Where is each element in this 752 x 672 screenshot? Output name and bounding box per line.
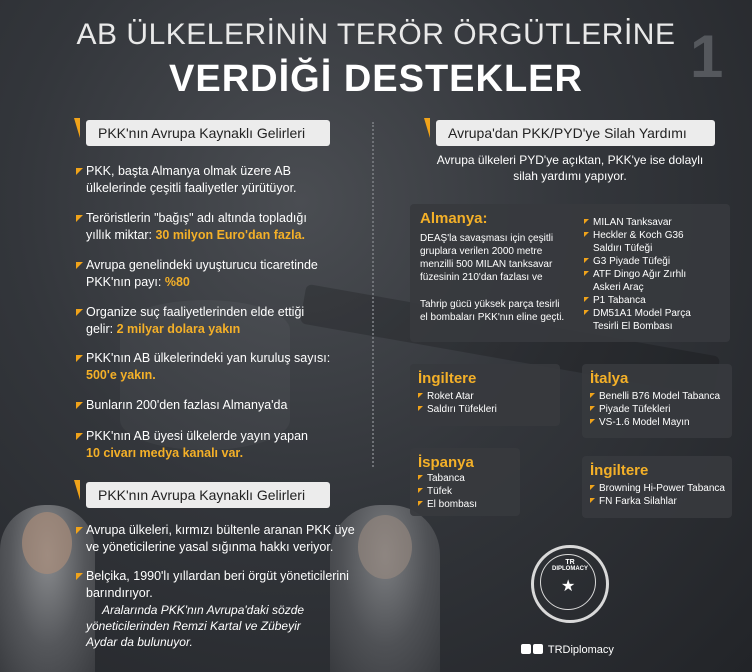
weapon-item bbox=[590, 416, 720, 429]
uk-title-2: İngiltere bbox=[590, 462, 649, 479]
bullet-icon bbox=[76, 402, 83, 409]
facebook-icon bbox=[533, 644, 543, 654]
item-highlight: %80 bbox=[164, 275, 190, 289]
list-item bbox=[86, 568, 376, 602]
weapon-item bbox=[584, 307, 724, 320]
bullet-icon bbox=[584, 271, 589, 276]
tr-diplomacy-logo bbox=[531, 545, 609, 623]
weapon-item bbox=[418, 472, 477, 485]
item-highlight: 500'e yakın. bbox=[86, 368, 156, 382]
bullet-icon bbox=[584, 310, 589, 315]
list-item bbox=[86, 350, 371, 384]
list-item bbox=[86, 397, 371, 414]
weapon-label: FN Farka Silahlar bbox=[599, 496, 677, 507]
weapon-item bbox=[590, 390, 720, 403]
item-highlight: 30 milyon Euro'dan fazla. bbox=[155, 228, 305, 242]
list-item bbox=[86, 210, 371, 244]
list-item bbox=[86, 428, 371, 462]
item-text-line2: PKK'nın payı: bbox=[86, 275, 165, 289]
list-item bbox=[86, 257, 371, 291]
germany-text-line: el bombaları PKK'nın eline geçti. bbox=[420, 312, 565, 323]
italic-note bbox=[86, 602, 376, 650]
weapon-label: Saldırı Tüfeği bbox=[593, 243, 653, 254]
item-highlight: 10 civarı medya kanalı var. bbox=[86, 446, 244, 460]
germany-text bbox=[420, 232, 580, 324]
germany-text-line: füzesinin 210'dan fazlası ve bbox=[420, 272, 543, 283]
item-text-line1: PKK, başta Almanya olmak üzere AB bbox=[86, 164, 291, 178]
bullet-icon bbox=[584, 219, 589, 224]
photo-person-left-face bbox=[22, 512, 72, 574]
weapon-item bbox=[584, 320, 724, 333]
weapon-label: Benelli B76 Model Tabanca bbox=[599, 391, 721, 402]
bullet-icon bbox=[590, 406, 595, 411]
section-marker-icon bbox=[74, 480, 80, 500]
bullet-icon bbox=[590, 393, 595, 398]
uk-list-2 bbox=[590, 482, 725, 508]
item-text-line2: yıllık miktar: bbox=[86, 228, 156, 242]
bullet-icon bbox=[590, 485, 595, 490]
bullet-icon bbox=[76, 355, 83, 362]
item-text-line2: gelir: bbox=[86, 322, 117, 336]
weapon-item bbox=[590, 495, 725, 508]
item-text-line1: Teröristlerin "bağış" adı altında topladığı bbox=[86, 211, 307, 225]
bullet-icon bbox=[590, 498, 595, 503]
bullet-icon bbox=[418, 406, 423, 411]
section-marker-icon bbox=[74, 118, 80, 138]
weapons-subtitle bbox=[400, 152, 740, 184]
weapon-label: Heckler & Koch G36 bbox=[593, 230, 684, 241]
list-item bbox=[86, 522, 376, 556]
italy-title: İtalya bbox=[590, 370, 629, 387]
bullet-icon bbox=[584, 297, 589, 302]
germany-text-line: menzilli 500 MILAN tanksavar bbox=[420, 259, 553, 270]
weapon-label: Saldırı Tüfekleri bbox=[427, 404, 497, 415]
uk-title-1: İngiltere bbox=[418, 370, 477, 387]
list-item bbox=[86, 163, 371, 197]
weapon-item bbox=[418, 390, 497, 403]
bullet-icon bbox=[76, 573, 83, 580]
weapon-item bbox=[590, 403, 720, 416]
bullet-icon bbox=[76, 527, 83, 534]
subtitle-line1: Avrupa ülkeleri PYD'ye açıktan, PKK'ye ise dolaylı bbox=[436, 153, 704, 167]
bullet-icon bbox=[76, 168, 83, 175]
weapon-label: Roket Atar bbox=[427, 391, 474, 402]
twitter-icon bbox=[521, 644, 531, 654]
item-text-line1: Organize suç faaliyetlerinden elde ettiği bbox=[86, 305, 305, 319]
weapon-label: ATF Dingo Ağır Zırhlı bbox=[593, 269, 687, 280]
weapon-label: MILAN Tanksavar bbox=[593, 217, 672, 228]
weapon-item bbox=[584, 229, 724, 242]
weapon-label: Askeri Araç bbox=[593, 282, 644, 293]
weapon-item bbox=[584, 281, 724, 294]
weapon-label: G3 Piyade Tüfeği bbox=[593, 256, 671, 267]
weapon-item bbox=[584, 255, 724, 268]
item-text-line1: Belçika, 1990'lı yıllardan beri örgüt yöneticilerini bbox=[86, 569, 349, 583]
item-text-line1: Bunların 200'den fazlası Almanya'da bbox=[86, 398, 288, 412]
note-line3: Aydar da bulunuyor. bbox=[86, 635, 193, 649]
logo-text-ring: DIPLOMACY bbox=[552, 566, 588, 572]
weapon-item bbox=[418, 498, 477, 511]
weapon-label: Tabanca bbox=[427, 473, 465, 484]
bullet-icon bbox=[76, 433, 83, 440]
bullet-icon bbox=[584, 258, 589, 263]
logo-text bbox=[534, 559, 606, 572]
bullet-icon bbox=[76, 262, 83, 269]
weapon-item bbox=[590, 482, 725, 495]
item-text-line1: PKK'nın AB üyesi ülkelerde yayın yapan bbox=[86, 429, 308, 443]
weapon-item bbox=[584, 294, 724, 307]
section-title-revenues: PKK'nın Avrupa Kaynaklı Gelirleri bbox=[86, 120, 330, 146]
item-text-line1: PKK'nın AB ülkelerindeki yan kuruluş sayısı: bbox=[86, 351, 331, 365]
item-text-line2: ülkelerinde çeşitli faaliyetler yürütüyor. bbox=[86, 181, 297, 195]
germany-title: Almanya: bbox=[420, 210, 488, 227]
germany-text-line: Tahrip gücü yüksek parça tesirli bbox=[420, 299, 560, 310]
column-divider bbox=[372, 122, 374, 467]
subtitle-line2: silah yardımı yapıyor. bbox=[513, 169, 627, 183]
section-title-weapons: Avrupa'dan PKK/PYD'ye Silah Yardımı bbox=[436, 120, 715, 146]
section-marker-icon bbox=[424, 118, 430, 138]
weapon-item bbox=[584, 216, 724, 229]
item-text-line2: barındırıyor. bbox=[86, 586, 153, 600]
page-number: 1 bbox=[690, 23, 724, 90]
weapon-label: VS-1.6 Model Mayın bbox=[599, 417, 690, 428]
section-title-revenues-2: PKK'nın Avrupa Kaynaklı Gelirleri bbox=[86, 482, 330, 508]
germany-weapons-list bbox=[584, 216, 724, 333]
spain-list bbox=[418, 472, 477, 511]
title-line-1: AB ÜLKELERİNİN TERÖR ÖRGÜTLERİNE bbox=[76, 18, 676, 51]
weapon-label: Piyade Tüfekleri bbox=[599, 404, 671, 415]
logo-text-top: TR bbox=[565, 559, 575, 566]
bullet-icon bbox=[584, 232, 589, 237]
list-item bbox=[86, 304, 371, 338]
item-highlight: 2 milyar dolara yakın bbox=[116, 322, 241, 336]
uk-list-1 bbox=[418, 390, 497, 416]
weapon-label: El bombası bbox=[427, 499, 478, 510]
weapon-item bbox=[584, 242, 724, 255]
weapon-item bbox=[418, 403, 497, 416]
weapon-item bbox=[418, 485, 477, 498]
spain-title: İspanya bbox=[418, 454, 474, 471]
title-line-2: VERDİĞİ DESTEKLER bbox=[169, 58, 583, 100]
weapon-label: P1 Tabanca bbox=[593, 295, 646, 306]
bullet-icon bbox=[418, 475, 423, 480]
note-line2: yöneticilerinden Remzi Kartal ve Zübeyir bbox=[86, 619, 301, 633]
item-text-line1: Avrupa genelindeki uyuşturucu ticaretinde bbox=[86, 258, 318, 272]
bullet-icon bbox=[76, 215, 83, 222]
weapon-label: DM51A1 Model Parça bbox=[593, 308, 691, 319]
bullet-icon bbox=[418, 393, 423, 398]
bullet-icon bbox=[76, 309, 83, 316]
weapon-label: Browning Hi-Power Tabanca bbox=[599, 483, 725, 494]
weapon-label: Tesirli El Bombası bbox=[593, 321, 673, 332]
italy-list bbox=[590, 390, 720, 429]
bullet-icon bbox=[418, 488, 423, 493]
star-icon: ★ bbox=[561, 578, 576, 595]
germany-text-line: DEAŞ'la savaşması için çeşitli bbox=[420, 233, 554, 244]
item-text-line2: ve yöneticilerine yasal sığınma hakkı veriyor. bbox=[86, 540, 334, 554]
social-handle bbox=[521, 644, 614, 656]
item-text-line1: Avrupa ülkeleri, kırmızı bültenle aranan PKK üye bbox=[86, 523, 355, 537]
note-line1: Aralarında PKK'nın Avrupa'daki sözde bbox=[102, 603, 305, 617]
bullet-icon bbox=[590, 419, 595, 424]
social-handle-text: TRDiplomacy bbox=[547, 644, 614, 656]
weapon-label: Tüfek bbox=[427, 486, 453, 497]
weapon-item bbox=[584, 268, 724, 281]
bullet-icon bbox=[418, 501, 423, 506]
germany-text-line: gruplara verilen 2000 metre bbox=[420, 246, 543, 257]
